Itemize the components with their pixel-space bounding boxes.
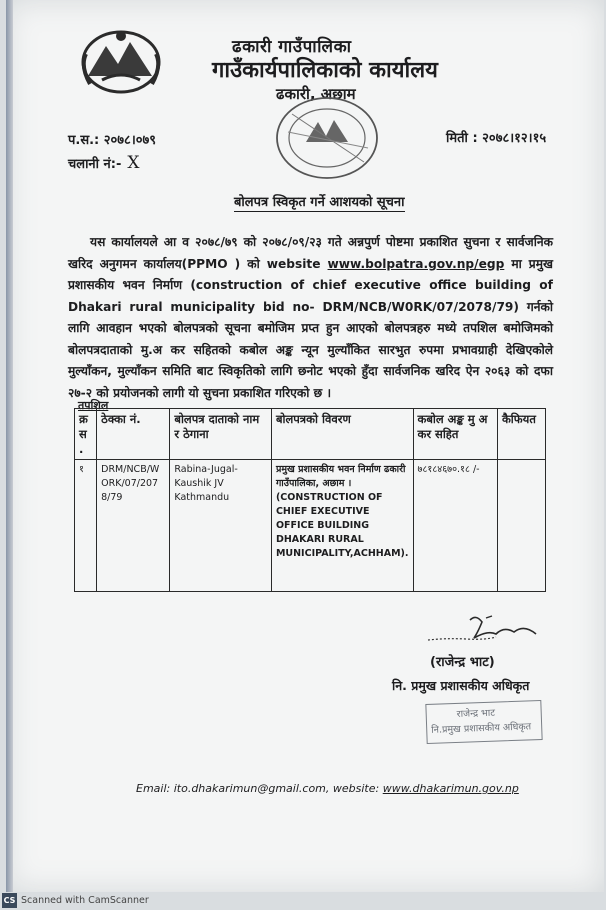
dispatch-label: चलानी नं:- <box>68 157 122 172</box>
office-title: गाउँकार्यपालिकाको कार्यालय <box>212 58 438 83</box>
col-header-amount: कबोल अङ्क मु अ कर सहित <box>413 409 497 460</box>
document-page <box>6 0 604 892</box>
signatory-post: नि. प्रमुख प्रशासकीय अधिकृत <box>392 678 530 693</box>
col-header-sn: क्र स . <box>75 409 97 460</box>
office-address: ढकारी, अछाम <box>276 85 356 103</box>
camscanner-logo-icon: CS <box>2 893 17 908</box>
cell-amount: ७८१८४६७०.१८ /- <box>413 460 497 592</box>
handwritten-signature <box>426 612 546 652</box>
cell-contract: DRM/NCB/WORK/07/2078/79 <box>97 460 170 592</box>
cell-description: प्रमुख प्रशासकीय भवन निर्माण ढकारी गाउँपालिका, अछाम । (CONSTRUCTION OF CHIEF EXECUTIVE OFFICE BUILDING DHAKARI RURAL MUNICIPALITY,ACHHAM). <box>271 460 413 592</box>
notice-title: बोलपत्र स्विकृत गर्ने आशयको सूचना <box>234 192 405 212</box>
office-seal-stamp <box>268 92 386 184</box>
reference-number: प.स.: २०७८।०७९ <box>68 133 157 148</box>
camscanner-text: Scanned with CamScanner <box>21 894 149 906</box>
notice-date: मिती : २०७८।१२।१५ <box>446 131 547 146</box>
notice-body <box>68 232 553 404</box>
footer-email: Email: ito.dhakarimun@gmail.com, website: <box>136 782 383 795</box>
office-name: ढकारी गाउँपालिका <box>232 37 352 57</box>
bolpatra-link[interactable]: www.bolpatra.gov.np/egp <box>327 256 505 271</box>
dispatch-mark: X <box>127 153 140 173</box>
footer-website-link[interactable]: www.dhakarimun.gov.np <box>382 782 519 795</box>
col-header-bidder: बोलपत्र दाताको नाम र ठेगाना <box>170 409 272 460</box>
stamp-line1: राजेन्द्र भाट <box>456 707 496 720</box>
footer-contact <box>136 782 519 795</box>
notice-body-part1: यस कार्यालयले आ व २०७८/७९ को २०७८/०९/२३ गते अन्नपुर्ण पोष्टमा प्रकाशित सुचना र सार्वजनिक खरिद अनुगमन कार्यालय(PPMO ) को website <box>68 235 553 271</box>
dispatch-number <box>68 153 139 173</box>
schedule-label: तपशिल <box>78 399 109 412</box>
table-header-row <box>75 409 546 460</box>
notice-body-part2: मा प्रमुख प्रशासकीय भवन निर्माण (construction of chief executive office building of Dhakari rural municipality bid no- DRM/NCB/W0RK/07/2078/79) गर्नको लागि आवहान भएको बोलपत्रको सूचना बमोजिम प्रप्त हुन आएको बोलपत्रहरु मध्ये तपशिल बमोजिमको बोलपत्रदाताको मु.अ कर सहितको कबोल अङ्क न्यून मुल्याँकित सारभुत रुपमा प्रभावग्राही देखिएकोले मुल्याँकन, मुल्याँकन समिति बाट स्विकृतिको लागि छनोट भएको हुँदा सार्वजनिक खरिद ऐन २०६३ को दफा २७-२ को प्रयोजनको लागी यो सुचना प्रकाशित गरिएको छ । <box>68 256 553 400</box>
col-header-description: बोलपत्रको विवरण <box>271 409 413 460</box>
nepal-emblem-logo <box>78 24 164 96</box>
signatory-name: (राजेन्द्र भाट) <box>430 655 495 670</box>
bid-schedule-table <box>74 408 546 592</box>
cell-sn: १ <box>75 460 97 592</box>
cell-bidder: Rabina-Jugal-Kaushik JV Kathmandu <box>170 460 272 592</box>
cell-remarks <box>497 460 545 592</box>
col-header-contract: ठेक्का नं. <box>97 409 170 460</box>
scanner-watermark <box>2 892 149 908</box>
table-row <box>75 460 546 592</box>
stamp-line2: नि.प्रमुख प्रशासकीय अधिकृत <box>431 721 532 736</box>
designation-stamp <box>425 700 542 744</box>
col-header-remarks: कैफियत <box>497 409 545 460</box>
page-edge <box>6 0 13 892</box>
